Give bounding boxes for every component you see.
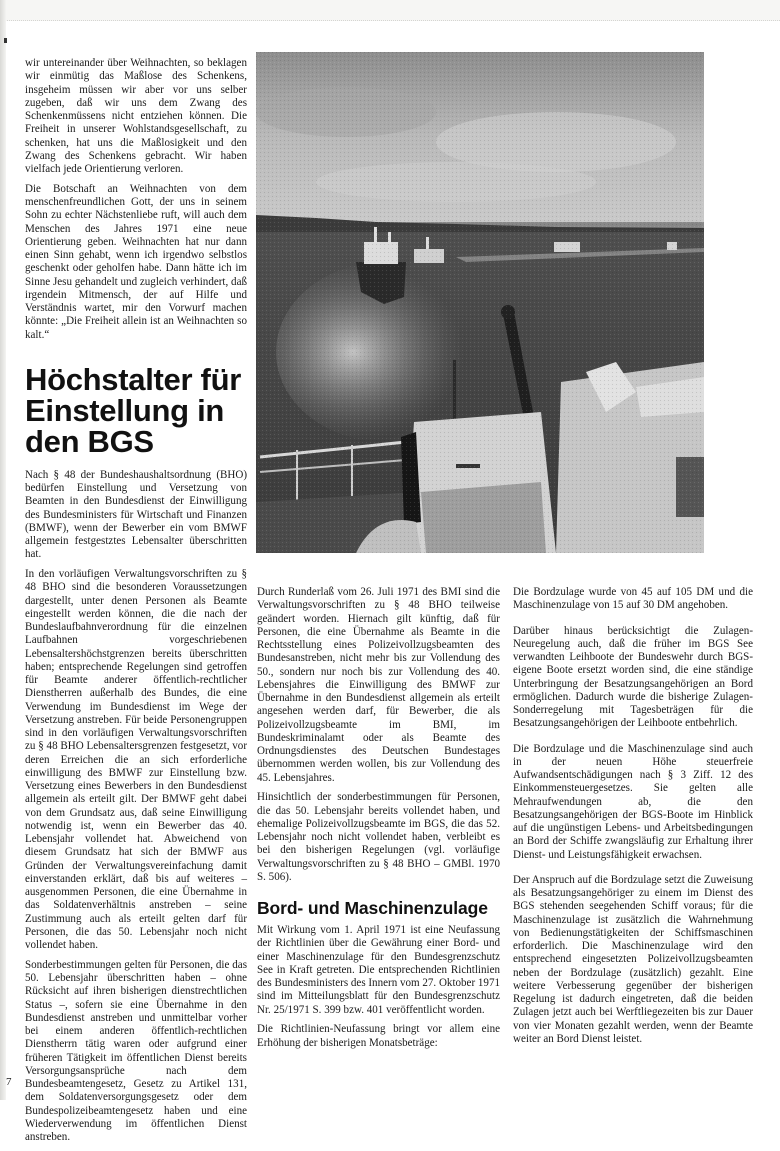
- article-paragraph: Sonderbestimmungen gelten für Personen, die das 50. Lebensjahr überschritten haben – ohne Rücksicht auf ihren bisherigen dienstrechtlichen Status –, sofern sie eine Übernahme in den Bundesdienst anstreben und unmittelbar vorher bei einem anderen öffentlich-rechtlichen Dienstherrn tätig waren oder aufgrund einer früheren Tätigkeit im öffentlichen Dienst bereits Versorgungsansprüche nach dem Bundesbeamtengesetz, Gesetz zu Artikel 131, dem Soldatenversorgungsgesetz oder dem Bundespolizeibeamtengesetz haben und eine Wiederverwendung im öffentlichen Dienst anstreben.: [25, 958, 247, 1143]
- column-middle: [257, 586, 500, 1056]
- article-paragraph: Darüber hinaus berücksichtigt die Zulagen-Neuregelung auch, daß die früher im BGS See verwandten Leihboote der Bundeswehr durch BGS-eigene Boote ersetzt worden sind, die eine ständige Unterbringung der Besatzungsangehörigen an Bord ermöglichen. Dadurch wurde die bisherige Zulagen-Sonderregelung mit Tagesbeträgen für die Besatzungsangehörigen der Leihboote entbehrlich.: [513, 624, 753, 730]
- article-paragraph: Der Anspruch auf die Bordzulage setzt die Zuweisung als Besatzungsangehöriger zu einem im Dienst des BGS stehenden seegehenden Schiff voraus; für die Maschinenzulage ist zusätzlich die Wahrnehmung von Bedienungstätigkeiten der Schiffsmaschinen erforderlich. Die Maschinenzulage wird den entsprechend eingesetzten Polizeivollzugsbeamten neben der Bordzulage (zusätzlich) gezahlt. Eine weitere Verbesserung gegenüber der bisherigen Regelung ist dadurch eingetreten, daß die beiden Zulagen jetzt auch bei Werftliegezeiten bis zur Dauer von vier Monaten gezahlt werden, wenn der Beamte weiter an Bord Dienst leistet.: [513, 873, 753, 1045]
- article-paragraph: Durch Runderlaß vom 26. Juli 1971 des BMI sind die Verwaltungsvorschriften zu § 48 BHO teilweise geändert worden. Hiernach gilt künftig, daß für Personen, die eine Übernahme als Beamte in die Rechtsstellung eines Polizeivollzugsbeamten des Bundesanstreben, nicht mehr bis zur Vollendung des 50., sondern nur noch bis zur Vollendung des 40. Lebensjahres die Einwilligung des BMWF zur Übernahme in den Bundesdienst allgemein als erteilt angesehen werden darf, für Bewerber, die als Polizeivollzugsbeamte im BMI, im Bundeskriminalamt oder als Beamte des Ordnungsdienstes des Deutschen Bundestages übernommen werden wollen, bis zur Vollendung des 45. Lebensjahres.: [257, 586, 500, 784]
- article-subheadline: Bord- und Maschinenzulage: [257, 898, 488, 918]
- patrol-boats-photo: [256, 52, 704, 553]
- page-number: 7: [6, 1076, 12, 1088]
- intro-paragraph: Die Botschaft an Weihnachten von dem menschenfreundlichen Gott, der uns in seinem Sohn zu echter Nächstenliebe ruft, will auch dem Menschen des Jahres 1971 eine neue Orientierung geben. Weihnachten hat nur dann einen Sinn gehabt, wenn ich irgendwo selbstlos geschenkt oder geholfen habe. Dann hätte ich im Sinne Jesu gehandelt und zugleich verhindert, daß irgendein Mitmensch, der auf Hilfe und Verständnis wartet, mir den Vorwurf machen könnte: „Die Freiheit allein ist an Weihnachten so kalt.“: [25, 182, 247, 341]
- article-paragraph: Die Bordzulage und die Maschinenzulage sind auch in der neuen Höhe steuerfreie Aufwandsentschädigungen nach § 3 Ziff. 12 des Einkommensteuergesetzes. Sie gelten alle Mehraufwendungen ab, die den Besatzungsangehörigen der BGS-Boote im Hinblick auf die ungünstigen Lebens- und Arbeitsbedingungen an Bord der Schiffe zwangsläufig zur Erhaltung ihrer Dienst- und Leistungsfähigkeit erwachsen.: [513, 742, 753, 861]
- article-paragraph: Mit Wirkung vom 1. April 1971 ist eine Neufassung der Richtlinien über die Gewährung einer Bord- und einer Maschinenzulage für den Bundesgrenzschutz See in Kraft getreten. Die entsprechenden Richtlinien des Bundesministers des Innern vom 27. Oktober 1971 sind im Mitteilungsblatt für den Bundesgrenzschutz Nr. 25/1971 S. 399 bzw. 401 veröffentlicht worden.: [257, 924, 500, 1016]
- article-paragraph: In den vorläufigen Verwaltungsvorschriften zu § 48 BHO sind die besonderen Voraussetzungen dargestellt, unter denen Personen als Beamte eingestellt werden können, die die nach der Bundeslaufbahnverordnung für die einzelnen Laufbahnen vorgeschriebenen Lebensaltershöchstgrenzen bereits überschritten haben; entsprechende Regelungen sind getroffen für Beamte anderer öffentlich-rechtlicher Dienstherren außerhalb des Bundes, die eine Verwendung im Bundesdienst im Wege der Versetzung anstreben. Für beide Personengruppen sind in den vorläufigen Verwaltungsvorschriften zu § 48 BHO Lebensaltersgrenzen festgesetzt, vor deren Erreichen die an sich erforderliche einwilligung des BMWF zur Einstellung bzw. Versetzung eines Bewerbers in den Bundesdienst allgemein als erteilt gilt. Der BMWF geht dabei von dem Grundsatz aus, daß seine Einwilligung notwendig ist, wenn ein Bewerber das 40. Lebensjahr vollendet hat. Abweichend von diesem Grundsatz hat sich der BMWF aus Gründen der Verwaltungsvereinfachung damit einverstanden erklärt, daß bis auf weiteres – ausgenommen Personen, die eine Übernahme in das Soldatenverhältnis anstreben – seine Zustimmung auch als erteilt gelten darf für Personen, die das 50. Lebensjahr noch nicht vollendet haben.: [25, 568, 247, 951]
- column-left: [25, 57, 247, 1151]
- column-right: [513, 586, 753, 1053]
- intro-paragraph: wir untereinander über Weihnachten, so beklagen wir einmütig das Maßlose des Schenkens, insgeheim müssen wir aber vor uns selber zugeben, daß wir uns dem Zwang des Schenkenmüssens nicht entziehen können. Die Freiheit in unserer Wohlstandsgesellschaft, zu schenken, hat uns die Maßlosigkeit und den Zwang des Schenkens gebracht. Wir haben vielfach jede Orientierung verloren.: [25, 57, 247, 175]
- binding-mark: [4, 38, 7, 43]
- page-binding-edge: [0, 0, 6, 1100]
- article-paragraph: Die Richtlinien-Neufassung bringt vor allem eine Erhöhung der bisherigen Monatsbeträge:: [257, 1023, 500, 1049]
- article-headline: Höchstalter für Einstellung in den BGS: [25, 361, 241, 459]
- page-top-edge: [0, 0, 780, 21]
- article-paragraph: Die Bordzulage wurde von 45 auf 105 DM und die Maschinenzulage von 15 auf 30 DM angehoben.: [513, 586, 753, 612]
- article-paragraph: Nach § 48 der Bundeshaushaltsordnung (BHO) bedürfen Einstellung und Versetzung von Beamten in den Bundesdienst der Einwilligung des Bundesministers für Wirtschaft und Finanzen (BMWF), wenn der Bewerber ein vom BMWF allgemein festgestztes Lebensalter überschritten hat.: [25, 468, 247, 561]
- article-paragraph: Hinsichtlich der sonderbestimmungen für Personen, die das 50. Lebensjahr bereits vollendet haben, und ehemalige Polizeivollzugsbeamte im BGS, die das 52. Lebensjahr noch nicht vollendet haben, verbleibt es bei den bisherigen Regelungen (vgl. vorläufige Verwaltungsvorschriften zu § 48 BHO – GMBl. 1970 S. 506).: [257, 791, 500, 883]
